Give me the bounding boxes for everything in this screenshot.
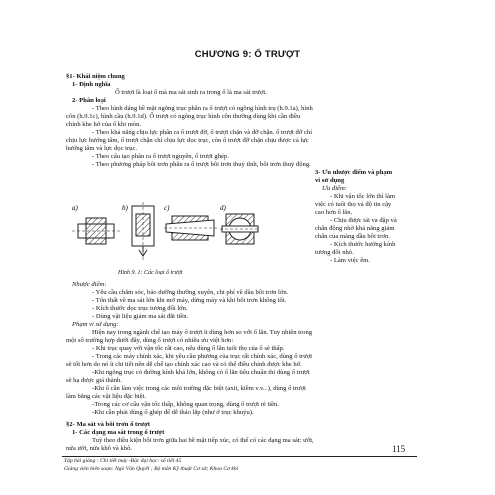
text-line: 3- Ưu nhược điểm và phạm [315,169,393,176]
text-line: sẽ tốt hơn do nó ít chi tiết nên dễ chế tạo chính xác cao và có thể điều chỉnh được khe hở. [66,361,302,368]
text-line: - Chịu được tải va đập và [330,217,397,224]
text-line: - Làm việc êm. [330,257,370,264]
text-line: - Yêu cầu chăm sóc, bảo dưỡng thường xuyên, chi phí về dầu bôi trơn lớn. [92,289,289,296]
text-line: sẽ hạ được giá thành. [66,377,122,384]
text-line: - Khi vận tốc lớn thì làm [330,193,396,200]
text-line: vi sử dụng [315,177,345,184]
text-line: - Kích thước hướng kính [330,241,396,248]
text-line: -Trong các cơ cấu vận tốc thấp, không quan trọng, dùng ổ trượt rẻ tiền. [92,401,280,408]
text-line: Ưu điểm: [322,185,347,192]
text-line: hướng tâm và lực dọc trục. [66,145,138,152]
footer-course: Tập bài giảng : Chi tiết máy -Bậc đại học: số tiết 45 [64,458,182,464]
text-line: - Theo phương pháp bôi trơn phân ra ổ trượt bôi trơn thuỷ tĩnh, bôi trơn thuỷ động. [92,161,311,168]
figure-caption: Hình 9. 1: Các loại ổ trượt [118,270,183,276]
text-line: việc có tuổi thọ và độ tin cậy [315,201,392,208]
text-line: chấn động nhờ khả năng giảm [315,225,395,232]
text-line: Ổ trượt là loại ổ mà ma sát sinh ra trong ổ là ma sát trượt. [115,89,267,96]
text-line: - Khi trục quay với vận tốc rất cao, nếu dùng ổ lăn tuổi thọ của ổ sẽ thấp. [92,345,285,352]
text-line: một số trường hợp dưới đây, dùng ổ trượt có nhiều ưu việt hơn: [66,337,234,344]
text-line: - Theo khả năng chịu lực phân ra ổ trượt đỡ, ổ trượt chặn và đỡ chặn. ổ trượt đỡ chỉ [92,129,313,136]
figure-label-b: b) [122,204,128,212]
text-line: chỉnh khe hở của ổ khi mòn. [66,121,142,128]
figure-label-d: d) [220,204,226,212]
bearing-figure [70,200,260,270]
text-line: tương đối nhỏ. [315,249,354,256]
text-line: nửa ướt, nửa khô và khô. [66,445,133,452]
text-line: chấn của màng dầu bôi trơn. [315,233,390,240]
text-line: 2- Phân loại [72,97,106,104]
footer-lecturer: Giảng viên biên soạn: Ngô Văn Quyết ; Bộ môn Kỹ thuật Cơ sở; Khoa Cơ khí [64,466,239,472]
figure-label-c: c) [164,204,170,212]
text-line: 1- Định nghĩa [72,81,111,88]
text-line: -Khi ngõng trục có đường kính khá lớn, không có ổ lăn tiêu chuẩn thì dùng ổ trượt [92,369,310,376]
text-line: côn (h.9.1c), hình cầu (h.9.1d). Ổ trượt có ngõng trục hình côn thường dùng khi cần điều [66,113,301,120]
text-line: chịu lực hướng tâm, ổ trượt chặn chỉ chịu lực dọc trục, còn ổ trượt đỡ chặn chịu được cả lực [66,137,309,144]
text-line: 1- Các dạng ma sát trong ổ trượt [72,429,165,436]
text-line: Nhược điểm: [72,281,107,288]
text-line: §1- Khái niệm chung [66,73,125,80]
text-line: -Khi cần phải dùng ổ ghép để dễ tháo lắp (như ở trục khuỷu). [92,409,254,416]
text-line: Hiện nay trong ngành chế tạo máy ổ trượt ít dùng hơn so với ổ lăn. Tuy nhiên trong [92,329,313,336]
text-line: - Theo hình dáng bề mặt ngõng trục phân ra ổ trượt có ngõng hình trụ (h.9.1a), hình [92,105,313,112]
text-line: Tuỳ theo điều kiện bôi trơn giữa hai bề mặt tiếp xúc, có thể có các dạng ma sát: ướt, [92,437,314,444]
text-line: cao hơn ổ lăn. [315,209,353,216]
page-number: 115 [392,444,406,454]
figure-label-a: a) [72,204,78,212]
text-line: làm bằng các vật liệu đặc biệt. [66,393,147,400]
footer-rule [62,456,417,457]
chapter-title: CHƯƠNG 9: Ổ TRƯỢT [194,49,301,60]
text-line: Phạm vi sử dụng: [72,321,119,328]
text-line: - Tổn thất về ma sát lớn khi mở máy, dừng máy và khi bôi trơn không tốt. [92,297,287,304]
text-line: §2- Ma sát và bôi trơn ổ trượt [66,421,150,428]
text-line: - Dùng vật liệu giảm ma sát đắt tiền. [92,313,189,320]
text-line: - Kích thước dọc trục tương đối lớn. [92,305,188,312]
text-line: - Trong các máy chính xác, khi yêu cầu phương của trục rất chính xác, dùng ổ trượt [92,353,313,360]
text-line: - Theo cấu tạo phân ra ổ trượt nguyên, ổ trượt ghép. [92,153,229,160]
text-line: -Khi ổ cần làm việc trong các môi trường đặc biệt (axit, kiềm v.v...), dùng ổ trượt [92,385,306,392]
